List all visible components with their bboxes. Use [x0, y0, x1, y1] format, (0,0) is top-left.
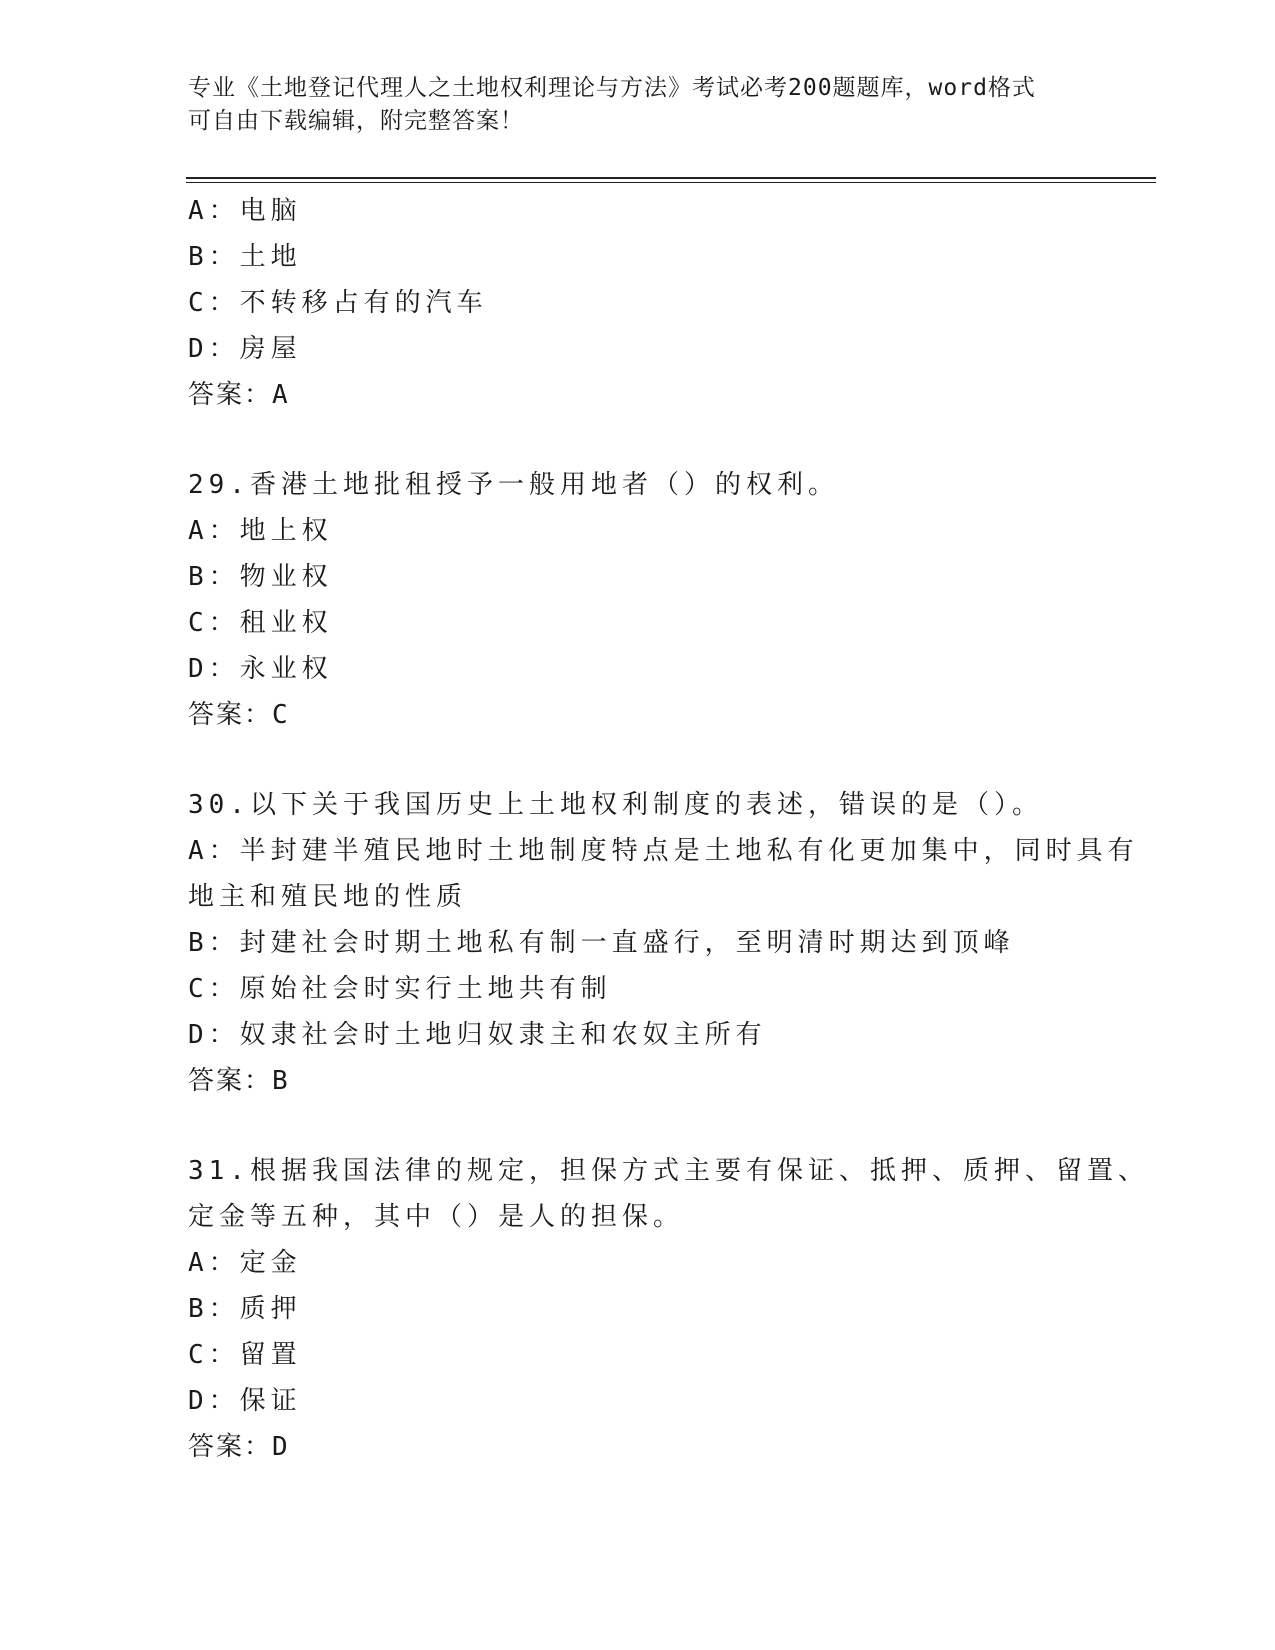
q30-option-c: C：原始社会时实行土地共有制: [188, 974, 612, 1004]
q28-option-d: D：房屋: [188, 334, 302, 364]
q30-option-d: D：奴隶社会时土地归奴隶主和农奴主所有: [188, 1020, 767, 1050]
q29-option-d: D：永业权: [188, 654, 333, 684]
spacer: [188, 1104, 1148, 1148]
question-30-block: [188, 782, 1148, 1104]
document-header: [188, 72, 1088, 138]
q31-question-line-1: 31.根据我国法律的规定，担保方式主要有保证、抵押、质押、留置、: [188, 1156, 1149, 1186]
q31-question-line-2: 定金等五种，其中（）是人的担保。: [188, 1202, 685, 1232]
q28-option-a: A：电脑: [188, 196, 302, 226]
q30-option-a-line-1: A：半封建半殖民地时土地制度特点是土地私有化更加集中，同时具有: [188, 836, 1139, 866]
q31-option-c: C：留置: [188, 1340, 302, 1370]
q31-option-b: B：质押: [188, 1294, 302, 1324]
header-divider-thick: [186, 177, 1156, 179]
header-divider-thin: [186, 182, 1156, 183]
q29-option-a: A：地上权: [188, 516, 333, 546]
q30-question: 30.以下关于我国历史上土地权利制度的表述，错误的是（）。: [188, 790, 1043, 820]
q29-answer: 答案：C: [188, 700, 290, 730]
q31-answer: 答案：D: [188, 1432, 290, 1462]
header-title-line-1: 专业《土地登记代理人之土地权利理论与方法》考试必考200题题库，word格式: [188, 75, 1036, 101]
q29-option-b: B：物业权: [188, 562, 333, 592]
q28-answer: 答案：A: [188, 380, 290, 410]
q30-answer: 答案：B: [188, 1066, 290, 1096]
question-28-block: [188, 188, 1148, 418]
q28-option-b: B：土地: [188, 242, 302, 272]
q30-option-b: B：封建社会时期土地私有制一直盛行，至明清时期达到顶峰: [188, 928, 1015, 958]
q29-question: 29.香港土地批租授予一般用地者（）的权利。: [188, 470, 839, 500]
q31-option-a: A：定金: [188, 1248, 302, 1278]
question-31-block: [188, 1148, 1148, 1470]
q31-option-d: D：保证: [188, 1386, 302, 1416]
spacer: [188, 418, 1148, 462]
spacer: [188, 738, 1148, 782]
q30-option-a-line-2: 地主和殖民地的性质: [188, 882, 468, 912]
question-list: [188, 188, 1148, 1470]
q29-option-c: C：租业权: [188, 608, 333, 638]
question-29-block: [188, 462, 1148, 738]
header-title-line-2: 可自由下载编辑，附完整答案！: [188, 108, 524, 134]
q28-option-c: C：不转移占有的汽车: [188, 288, 488, 318]
